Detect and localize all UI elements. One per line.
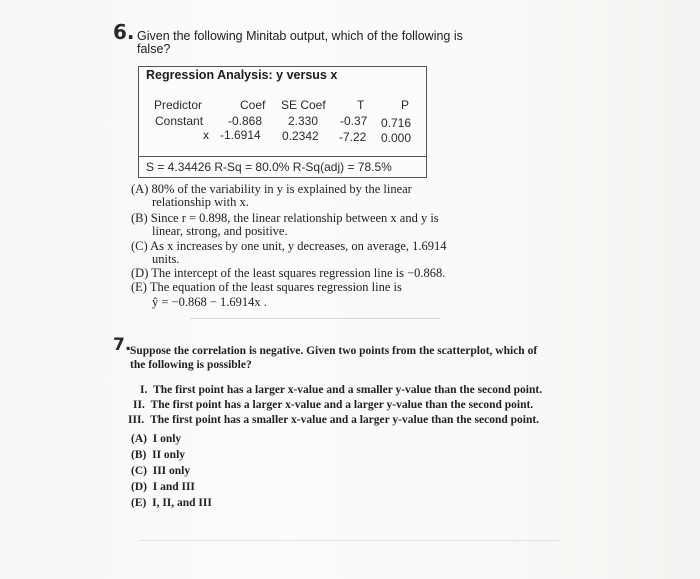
- q6-choice-c-cont: units.: [152, 252, 180, 266]
- minitab-output-title: Regression Analysis: y versus x: [146, 68, 338, 82]
- header-predictor: Predictor: [154, 98, 203, 112]
- q7-choice-b: (B) II only: [131, 449, 186, 461]
- q6-choice-b: (B) Since r = 0.898, the linear relationship between x and y is: [131, 211, 439, 225]
- question-7-number: 7.: [113, 335, 132, 355]
- row-constant-t: -0.37: [340, 114, 368, 128]
- q6-choice-d: (D) The intercept of the least squares regression line is −0.868.: [131, 266, 446, 280]
- row-constant-se-coef: 2.330: [288, 114, 319, 128]
- row-x-t: -7.22: [339, 130, 367, 144]
- q7-statement-2: II. The first point has a larger x-value and a larger y-value than the second point.: [133, 399, 534, 411]
- row-x-coef: -1.6914: [220, 128, 261, 142]
- q6-choice-e-equation: ŷ = −0.868 − 1.6914x .: [152, 295, 267, 309]
- question-7-prompt-line1: Suppose the correlation is negative. Given two points from the scatterplot, which of: [130, 345, 538, 357]
- row-constant-p: 0.716: [381, 116, 412, 130]
- q7-choice-a: (A) I only: [131, 433, 182, 445]
- q6-choice-c: (C) As x increases by one unit, y decreases, on average, 1.6914: [131, 239, 447, 253]
- row-constant-predictor: Constant: [155, 114, 204, 128]
- header-t: T: [357, 98, 365, 112]
- question-6-prompt-line1: Given the following Minitab output, which of the following is: [137, 29, 463, 43]
- row-constant-coef: -0.868: [228, 114, 263, 128]
- row-x-se-coef: 0.2342: [282, 129, 319, 143]
- q7-statement-1: I. The first point has a larger x-value and a smaller y-value than the second point.: [140, 384, 543, 396]
- q7-choice-d: (D) I and III: [131, 481, 195, 493]
- header-coef: Coef: [240, 98, 266, 112]
- output-divider: [138, 156, 427, 157]
- q6-choice-e: (E) The equation of the least squares regression line is: [131, 280, 402, 294]
- header-p: P: [401, 98, 410, 112]
- q7-choice-c: (C) III only: [131, 465, 191, 477]
- faint-rule: [190, 318, 440, 319]
- row-x-predictor: x: [203, 128, 209, 142]
- regression-summary: S = 4.34426 R-Sq = 80.0% R-Sq(adj) = 78.5%: [146, 160, 392, 174]
- row-x-p: 0.000: [381, 131, 412, 145]
- q7-statement-3: III. The first point has a smaller x-value and a larger y-value than the second point.: [128, 414, 540, 426]
- question-6-prompt-line2: false?: [137, 42, 171, 56]
- question-7-prompt-line2: the following is possible?: [130, 359, 252, 371]
- q7-choice-e: (E) I, II, and III: [131, 497, 212, 509]
- header-se-coef: SE Coef: [281, 98, 326, 112]
- question-6-number: 6.: [113, 20, 135, 44]
- q6-choice-b-cont: linear, strong, and positive.: [152, 224, 288, 238]
- q6-choice-a: (A) 80% of the variability in y is explained by the linear: [131, 182, 412, 196]
- faint-rule-bottom: [140, 540, 560, 541]
- q6-choice-a-cont: relationship with x.: [152, 195, 249, 209]
